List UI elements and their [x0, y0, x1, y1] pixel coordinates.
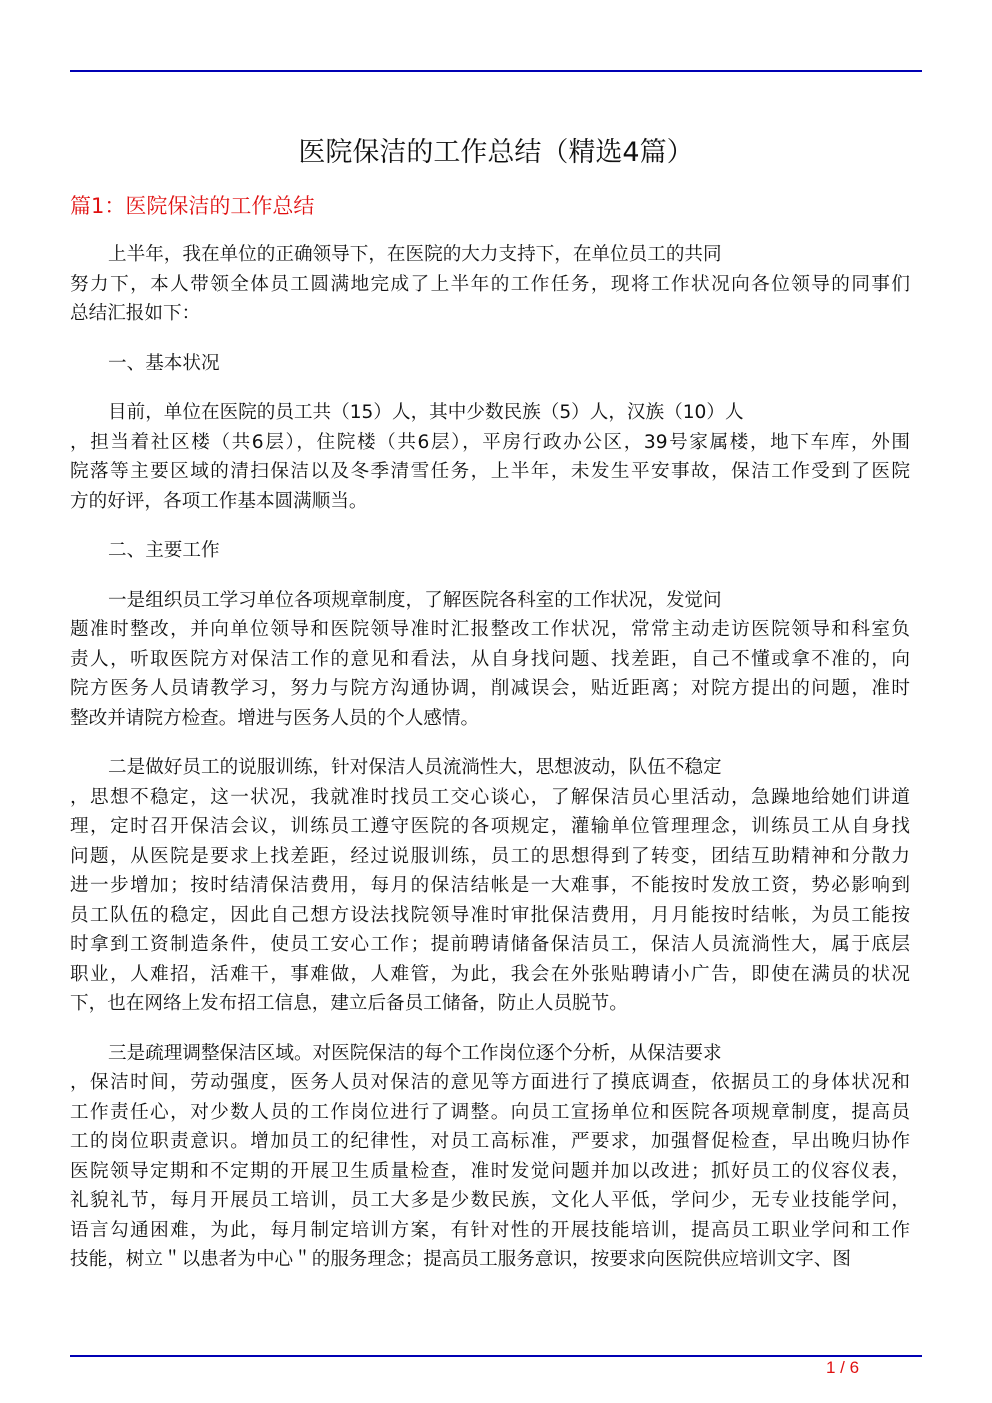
text-line: 整改并请院方检查。增进与医务人员的个人感情。	[70, 707, 480, 729]
text-line: 院落等主要区域的清扫保洁以及冬季清雪任务，上半年，未发生平安事故，保洁工作受到了医院	[70, 461, 910, 482]
text-line: 努力下，本人带领全体员工圆满地完成了上半年的工作任务，现将工作状况向各位领导的同事们	[70, 273, 910, 295]
text-line: 一、基本状况	[108, 352, 220, 374]
text-line: 语言勾通困难，为此，每月制定培训方案，有针对性的开展技能培训，提高员工职业学问和工作	[70, 1219, 910, 1241]
text-line: 理，定时召开保洁会议，训练员工遵守医院的各项规定，灌输单位管理理念，训练员工从自身找	[70, 816, 910, 837]
paragraph	[70, 753, 910, 1019]
paragraph	[70, 349, 910, 379]
text-line: 二、主要工作	[108, 540, 220, 561]
text-line: 医院领导定期和不定期的开展卫生质量检查，准时发觉问题并加以改进；抓好员工的仪容仪表，	[70, 1160, 910, 1182]
text-line: 二是做好员工的说服训练，针对保洁人员流淌性大，思想波动，队伍不稳定	[108, 757, 722, 778]
text-line: 员工队伍的稳定，因此自己想方设法找院领导准时审批保洁费用，月月能按时结帐，为员工能按	[70, 904, 910, 926]
text-line: 责人，听取医院方对保洁工作的意见和看法，从自身找问题、找差距，自己不懂或拿不准的，向	[70, 648, 910, 670]
paragraph	[70, 536, 910, 566]
text-line: ，思想不稳定，这一状况，我就准时找员工交心谈心，了解保洁员心里活动，急躁地给她们讲道	[70, 786, 910, 808]
paragraph	[70, 586, 910, 734]
text-line: 方的好评，各项工作基本圆满顺当。	[70, 490, 368, 512]
text-line: 工作责任心，对少数人员的工作岗位进行了调整。向员工宣扬单位和医院各项规章制度，提高员	[70, 1101, 910, 1123]
paragraph	[70, 240, 910, 329]
text-line: 职业，人难招，活难干，事难做，人难管，为此，我会在外张贴聘请小广告，即使在满员的状况	[70, 963, 910, 985]
document-title: 医院保洁的工作总结（精选4篇）	[298, 137, 694, 168]
header-rule	[70, 70, 922, 72]
text-line: ，担当着社区楼（共6层），住院楼（共6层），平房行政办公区，39号家属楼，地下车库，外围	[70, 431, 910, 453]
text-line: 目前，单位在医院的员工共（15）人，其中少数民族（5）人，汉族（10）人	[108, 402, 744, 423]
paragraph	[70, 1039, 910, 1275]
text-line: ，保洁时间，劳动强度，医务人员对保洁的意见等方面进行了摸底调查，依据员工的身体状况和	[70, 1072, 910, 1093]
footer-rule	[70, 1355, 922, 1357]
text-line: 技能，树立＂以患者为中心＂的服务理念；提高员工服务意识，按要求向医院供应培训文字、图	[70, 1249, 851, 1270]
text-line: 问题，从医院是要求上找差距，经过说服训练，员工的思想得到了转变，团结互助精神和分散力	[70, 845, 910, 867]
text-line: 三是疏理调整保洁区域。对医院保洁的每个工作岗位逐个分析，从保洁要求	[108, 1042, 722, 1064]
paragraph	[70, 398, 910, 516]
text-line: 时拿到工资制造条件，使员工安心工作；提前聘请储备保洁员工，保洁人员流淌性大，属于底层	[70, 934, 910, 955]
text-line: 下，也在网络上发布招工信息，建立后备员工储备，防止人员脱节。	[70, 993, 628, 1014]
page-number: 1 / 6	[826, 1358, 860, 1377]
text-line: 院方医务人员请教学习，努力与院方沟通协调，削减误会，贴近距离；对院方提出的问题，准时	[70, 678, 910, 699]
section-heading: 篇1：医院保洁的工作总结	[70, 194, 315, 218]
text-line: 题准时整改，并向单位领导和医院领导准时汇报整改工作状况，常常主动走访医院领导和科室负	[70, 619, 910, 640]
text-line: 总结汇报如下：	[70, 303, 201, 324]
text-line: 工的岗位职责意识。增加员工的纪律性，对员工高标准，严要求，加强督促检查，早出晚归协作	[70, 1131, 910, 1152]
document-body	[70, 240, 910, 1295]
text-line: 礼貌礼节，每月开展员工培训，员工大多是少数民族，文化人平低，学问少，无专业技能学问，	[70, 1190, 910, 1211]
text-line: 上半年，我在单位的正确领导下，在医院的大力支持下，在单位员工的共同	[108, 244, 722, 265]
text-line: 进一步增加；按时结清保洁费用，每月的保洁结帐是一大难事，不能按时发放工资，势必影响到	[70, 875, 910, 896]
text-line: 一是组织员工学习单位各项规章制度，了解医院各科室的工作状况，发觉问	[108, 589, 722, 611]
